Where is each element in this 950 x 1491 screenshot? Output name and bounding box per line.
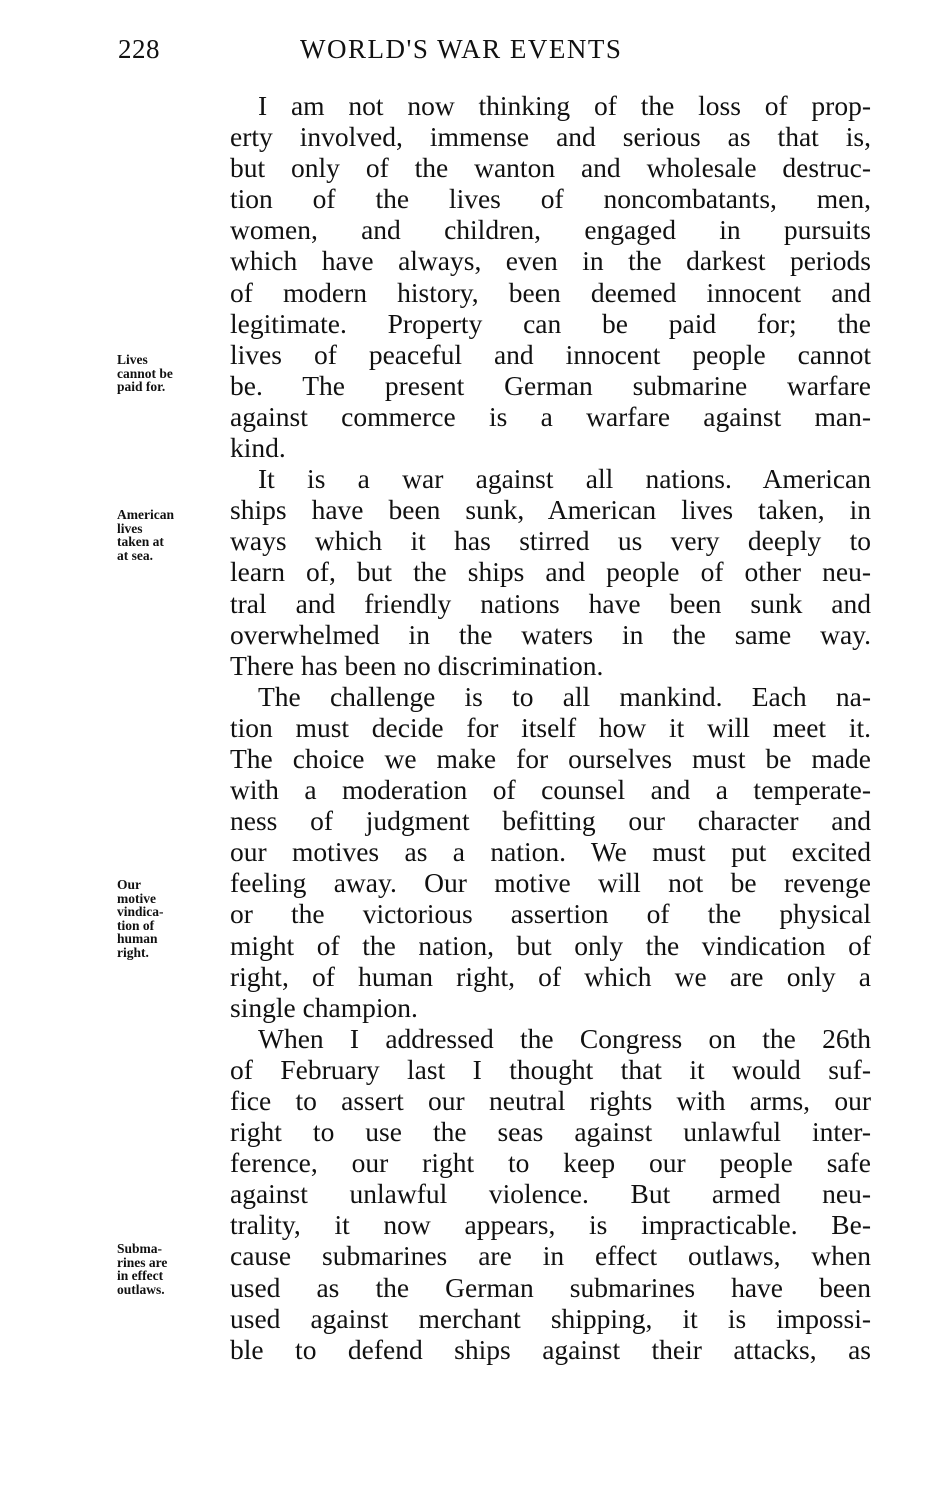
text-line: legitimate. Property can be paid for; the — [230, 307, 871, 339]
margin-note-line: at sea. — [117, 547, 153, 563]
text-line: erty involved, immense and serious as that is, — [230, 121, 871, 153]
body-text — [230, 90, 871, 1365]
text-line: ships have been sunk, American lives taken, in — [230, 494, 871, 526]
margin-note-american-lives-taken — [117, 508, 221, 562]
margin-note-line: in effect — [117, 1268, 164, 1283]
text-line: cause submarines are in effect outlaws, when — [230, 1240, 871, 1272]
margin-note-line: vindica- — [117, 904, 164, 919]
text-line: of February last I thought that it would suf- — [230, 1053, 871, 1085]
margin-note-our-motive — [117, 878, 221, 959]
text-line: The challenge is to all mankind. Each na- — [258, 680, 871, 712]
margin-note-line: lives — [117, 520, 143, 536]
text-line: ways which it has stirred us very deeply to — [230, 525, 871, 557]
text-line: ble to defend ships against their attacks, as — [230, 1333, 871, 1365]
margin-note-line: right. — [117, 944, 149, 960]
margin-note-line: rines are — [117, 1254, 168, 1270]
margin-note-line: motive — [117, 890, 156, 906]
margin-note-line: cannot be — [117, 365, 173, 381]
text-line: or the victorious assertion of the physical — [230, 898, 871, 930]
text-line: of modern history, been deemed innocent and — [230, 276, 871, 308]
margin-note-line: American — [117, 507, 174, 522]
text-line: with a moderation of counsel and a temperate- — [230, 774, 871, 806]
text-line: tion of the lives of noncombatants, men, — [230, 183, 871, 215]
text-line: fice to assert our neutral rights with arms, our — [230, 1085, 871, 1116]
margin-note-line: Subma- — [117, 1241, 163, 1256]
margin-note-line: tion of — [117, 917, 155, 933]
margin-note-line: Lives — [117, 352, 148, 367]
margin-note-line: human — [117, 931, 158, 946]
margin-note-line: paid for. — [117, 379, 166, 394]
text-line: tral and friendly nations have been sunk and — [230, 587, 871, 619]
text-line: our motives as a nation. We must put excited — [230, 836, 871, 868]
text-line: lives of peaceful and innocent people cannot — [230, 338, 871, 370]
text-line: might of the nation, but only the vindication of — [230, 929, 871, 961]
text-line: feeling away. Our motive will not be revenge — [230, 867, 871, 899]
text-line: which have always, even in the darkest periods — [230, 245, 871, 277]
text-line: ference, our right to keep our people safe — [230, 1147, 871, 1179]
text-line: against commerce is a warfare against man- — [230, 400, 871, 432]
text-line: tion must decide for itself how it will meet it. — [230, 711, 871, 743]
text-line: When I addressed the Congress on the 26th — [258, 1022, 871, 1054]
text-line: ness of judgment befitting our character and — [230, 805, 871, 837]
text-line: used as the German submarines have been — [230, 1271, 871, 1303]
running-head-title: WORLD'S WAR EVENTS — [300, 34, 623, 64]
text-line: right, of human right, of which we are only a — [230, 960, 871, 992]
text-line: be. The present German submarine warfare — [230, 369, 871, 401]
text-line: against unlawful violence. But armed neu- — [230, 1178, 871, 1210]
text-line: It is a war against all nations. American — [258, 463, 871, 495]
margin-note-line: outlaws. — [117, 1281, 165, 1297]
margin-note-line: taken at — [117, 534, 164, 549]
text-line: There has been no discrimination. — [230, 649, 604, 681]
text-line: single champion. — [230, 991, 418, 1023]
text-line: right to use the seas against unlawful inter- — [230, 1116, 871, 1148]
text-line: used against merchant shipping, it is impossi- — [230, 1302, 871, 1334]
text-line: learn of, but the ships and people of other neu- — [230, 556, 871, 588]
text-line: kind. — [230, 432, 286, 464]
text-line: overwhelmed in the waters in the same way. — [230, 618, 871, 650]
text-line: The choice we make for ourselves must be made — [230, 742, 871, 774]
text-line: trality, it now appears, is impracticable. Be- — [230, 1209, 871, 1241]
text-line: I am not now thinking of the loss of prop- — [258, 90, 871, 121]
margin-note-lives-cannot-be-paid-for — [117, 353, 221, 394]
text-line: but only of the wanton and wholesale destruc- — [230, 152, 871, 184]
running-header — [0, 34, 950, 74]
text-line: women, and children, engaged in pursuits — [230, 214, 871, 246]
margin-note-submarines-outlaws — [117, 1242, 221, 1296]
page-number: 228 — [118, 34, 160, 64]
margin-note-line: Our — [117, 877, 142, 892]
